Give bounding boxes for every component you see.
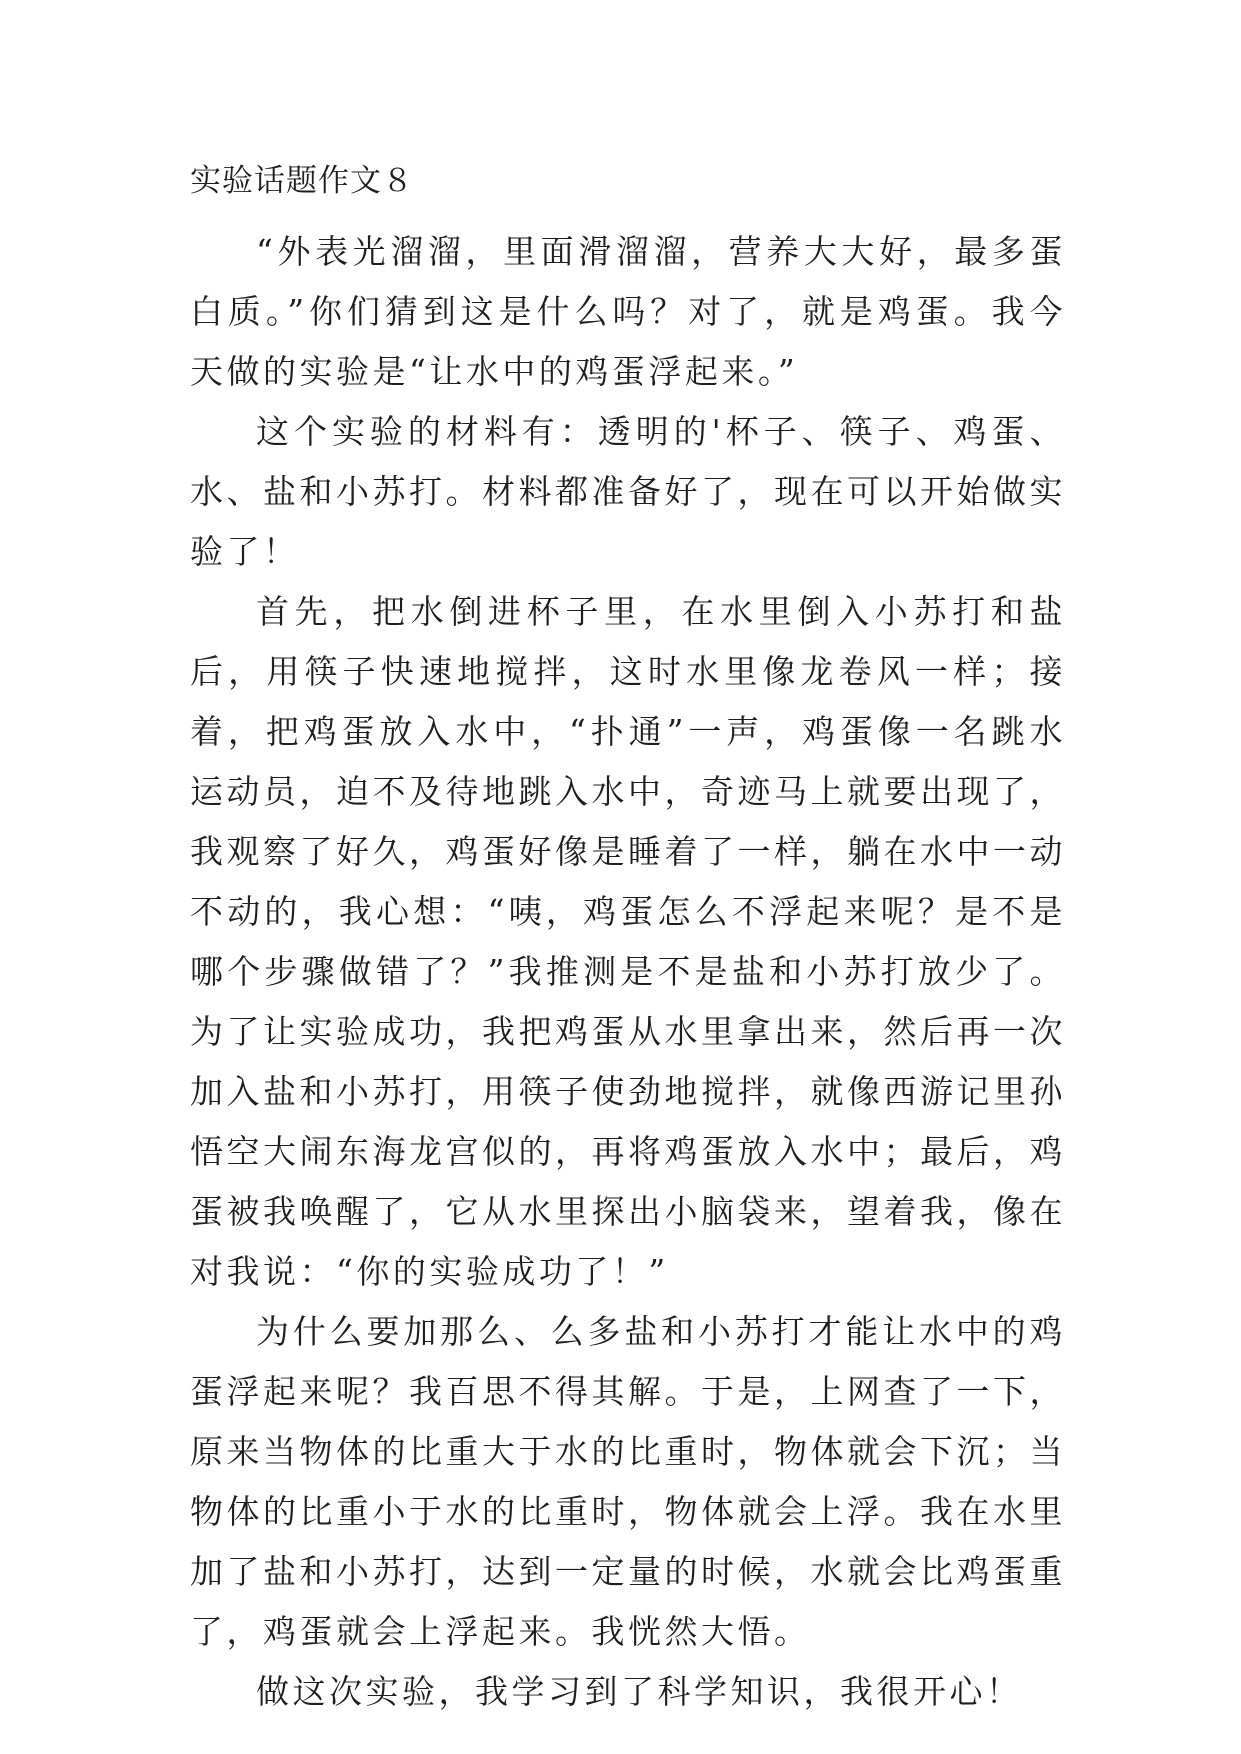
- paragraph: 首先，把水倒进杯子里，在水里倒入小苏打和盐后，用筷子快速地搅拌，这时水里像龙卷风一样；接着，把鸡蛋放入水中，“扑通”一声，鸡蛋像一名跳水运动员，迫不及待地跳入水中，奇迹马上就要出现了，我观察了好久，鸡蛋好像是睡着了一样，躺在水中一动不动的，我心想：“咦，鸡蛋怎么不浮起来呢？是不是哪个步骤做错了？”我推测是不是盐和小苏打放少了。为了让实验成功，我把鸡蛋从水里拿出来，然后再一次加入盐和小苏打，用筷子使劲地搅拌，就像西游记里孙悟空大闹东海龙宫似的，再将鸡蛋放入水中；最后，鸡蛋被我唤醒了，它从水里探出小脑袋来，望着我，像在对我说：“你的实验成功了！”: [190, 592, 1066, 1291]
- document-title: 实验话题作文８: [190, 163, 414, 199]
- paragraph: 这个实验的材料有：透明的'杯子、筷子、鸡蛋、水、盐和小苏打。材料都准备好了，现在可以开始做实验了！: [190, 412, 1066, 571]
- paragraph: “外表光溜溜，里面滑溜溜，营养大大好，最多蛋白质。”你们猜到这是什么吗？对了，就是鸡蛋。我今天做的实验是“让水中的鸡蛋浮起来。”: [190, 232, 1066, 391]
- paragraph: 做这次实验，我学习到了科学知识，我很开心！: [256, 1672, 1023, 1711]
- paragraph: 为什么要加那么、么多盐和小苏打才能让水中的鸡蛋浮起来呢？我百思不得其解。于是，上网查了一下，原来当物体的比重大于水的比重时，物体就会下沉；当物体的比重小于水的比重时，物体就会上浮。我在水里加了盐和小苏打，达到一定量的时候，水就会比鸡蛋重了，鸡蛋就会上浮起来。我恍然大悟。: [190, 1312, 1066, 1651]
- document-body: [190, 222, 1066, 1722]
